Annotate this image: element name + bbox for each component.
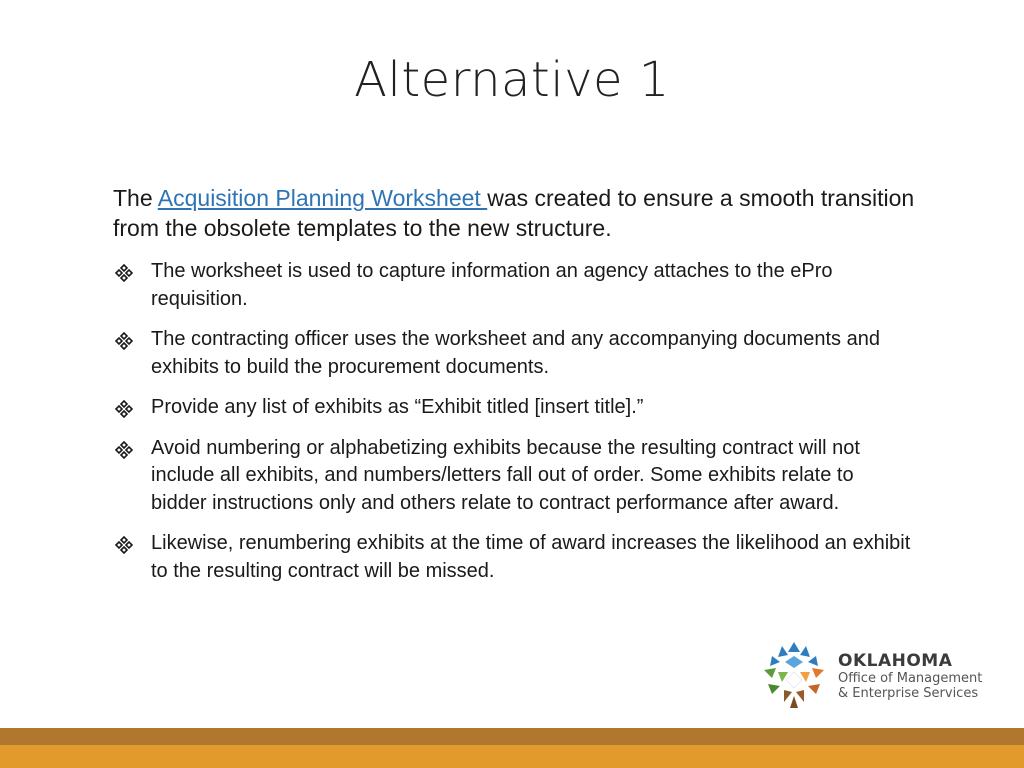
footer-bar-dark [0,728,1024,745]
omes-logo [758,638,1008,712]
diamond-bullet-icon [115,332,133,350]
bullet-list [113,258,913,598]
list-item [113,394,913,422]
list-item [113,326,913,381]
diamond-bullet-icon [115,441,133,459]
list-item [113,435,913,518]
diamond-bullet-icon [115,264,133,282]
bullet-text: Likewise, renumbering exhibits at the time of award increases the likelihood an exhibit to the resulting contract will be missed. [151,532,911,582]
oklahoma-star-icon [758,638,830,710]
list-item [113,530,913,585]
footer-bar-light [0,745,1024,768]
diamond-bullet-icon [115,536,133,554]
logo-name: OKLAHOMA [838,651,953,671]
bullet-text: The worksheet is used to capture information an agency attaches to the ePro requisition. [151,260,833,310]
diamond-bullet-icon [115,400,133,418]
logo-text-block [838,652,982,701]
bullet-text: Provide any list of exhibits as “Exhibit titled [insert title].” [151,396,644,418]
acquisition-planning-worksheet-link[interactable]: Acquisition Planning Worksheet [157,185,488,211]
intro-paragraph [113,183,933,243]
intro-suffix: was created to ensure a smooth transition from the obsolete templates to the new structure. [113,185,915,241]
intro-prefix: The [113,185,158,211]
list-item [113,258,913,313]
bullet-text: Avoid numbering or alphabetizing exhibits because the resulting contract will not include all exhibits, and numbers/letters fall out of order. Some exhibits relate to bidder instructions only and others relate to contract performance after award. [151,436,860,514]
bullet-text: The contracting officer uses the worksheet and any accompanying documents and exhibits to build the procurement documents. [151,328,880,378]
logo-subtitle-line2: & Enterprise Services [838,686,979,701]
logo-subtitle-line1: Office of Management [838,671,983,686]
slide-title: Alternative 1 [354,52,670,108]
